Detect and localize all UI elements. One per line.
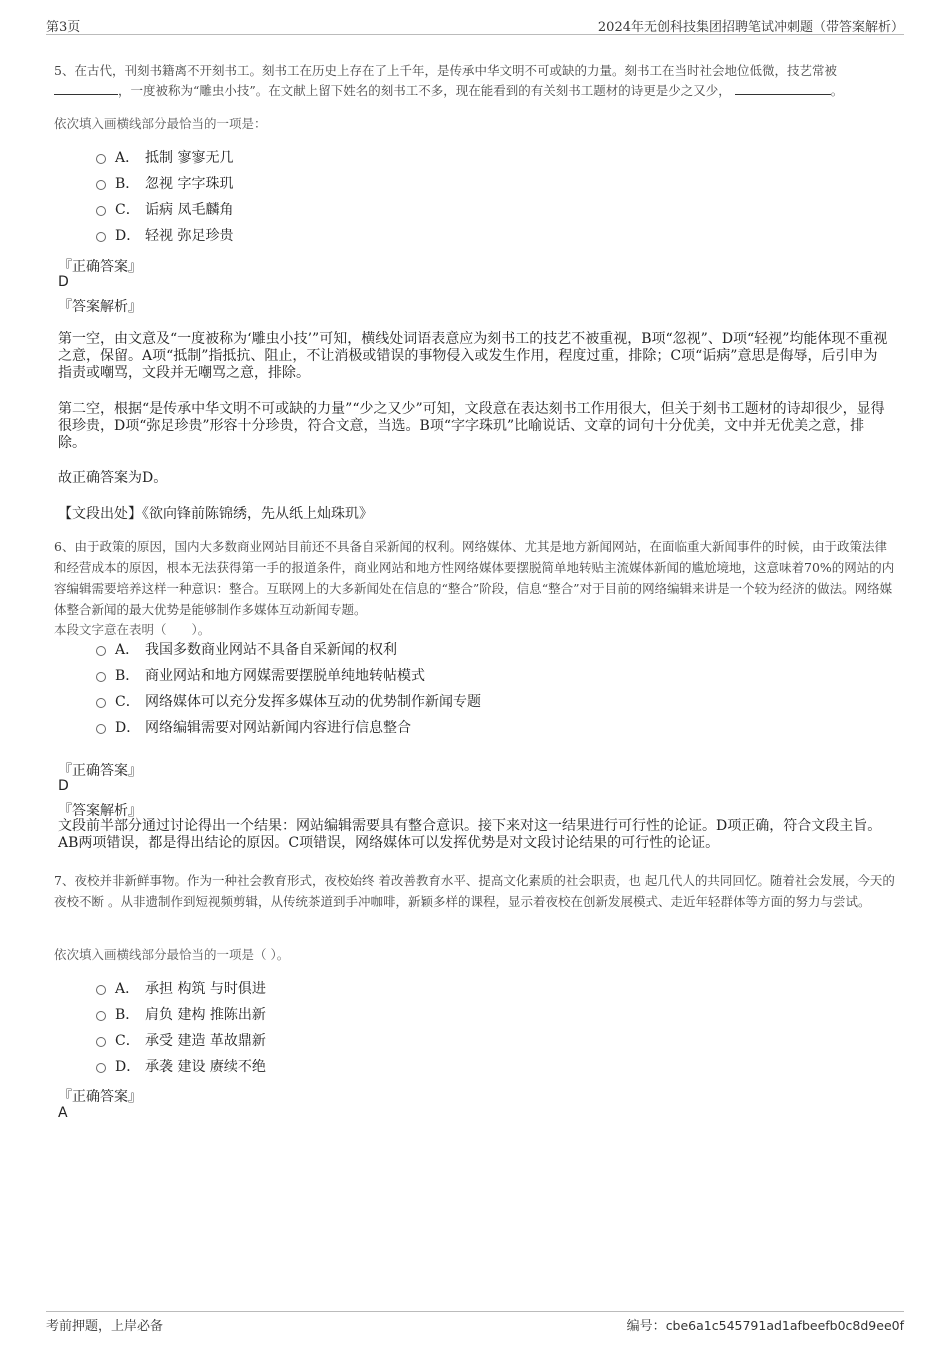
- q5-option-b[interactable]: B． 忽视 字字珠玑: [96, 174, 233, 194]
- q5-blank-1: [54, 80, 118, 95]
- q7-option-c[interactable]: C． 承受 建造 革故鼎新: [96, 1031, 266, 1051]
- radio-icon[interactable]: [96, 698, 106, 708]
- q5-analysis-label: 『答案解析』: [58, 299, 142, 315]
- radio-icon[interactable]: [96, 1063, 106, 1073]
- q5-answer-label: 『正确答案』: [58, 259, 142, 275]
- radio-icon[interactable]: [96, 724, 106, 734]
- document-title: 2024年无创科技集团招聘笔试冲刺题（带答案解析）: [597, 20, 904, 35]
- q7-instruction: 依次填入画横线部分最恰当的一项是（ ）。: [54, 947, 290, 962]
- q5-analysis-p1: 第一空，由文意及“一度被称为‘雕虫小技’”可知，横线处词语表意应为刻书工的技艺不被重视，B项“忽视”、D项“轻视”均能体现不重视之意，保留。A项“抵制”指抵抗、阻止，不让消极或错误的事物侵入或发生作用，程度过重，排除；C项“诟病”意思是侮辱，后引申为指责或嘲骂，文段并无嘲骂之意，排除。: [58, 331, 888, 381]
- q5-option-a[interactable]: A． 抵制 寥寥无几: [96, 148, 233, 168]
- q6-stem: 6、由于政策的原因，国内大多数商业网站目前还不具备自采新闻的权利。网络媒体、尤其是地方新闻网站，在面临重大新闻事件的时候，由于政策法律和经营成本的原因，根本无法获得第一手的报道条件，商业网站和地方性网络媒体要摆脱简单地转贴主流媒体新闻的尴尬境地，这意味着70%的网站的内容编辑需要培养这样一种意识：整合。互联网上的大多新闻处在信息的“整合”阶段，信息“整合”对于目前的网络编辑来讲是一个较为经济的做法。网络媒体整合新闻的最大优势是能够制作多媒体互动新闻专题。: [54, 539, 895, 617]
- document-code: [627, 1315, 904, 1334]
- radio-icon[interactable]: [96, 646, 106, 656]
- q5-option-d[interactable]: D． 轻视 弥足珍贵: [96, 226, 233, 246]
- q6-answer-label: 『正确答案』: [58, 763, 142, 779]
- q7-option-b[interactable]: B． 肩负 建构 推陈出新: [96, 1005, 266, 1025]
- radio-icon[interactable]: [96, 154, 106, 164]
- footer-slogan: 考前押题，上岸必备: [46, 1319, 164, 1334]
- q6-option-b[interactable]: B． 商业网站和地方网媒需要摆脱单纯地转帖模式: [96, 666, 425, 686]
- radio-icon[interactable]: [96, 180, 106, 190]
- radio-icon[interactable]: [96, 672, 106, 682]
- q5-analysis-p2: 第二空，根据“是传承中华文明不可或缺的力量”“少之又少”可知，文段意在表达刻书工作用很大，但关于刻书工题材的诗却很少，显得很珍贵，D项“弥足珍贵”形容十分珍贵，符合文意，当选。B项“字字珠玑”比喻说话、文章的词句十分优美，文中并无优美之意，排除。: [58, 401, 885, 451]
- radio-icon[interactable]: [96, 232, 106, 242]
- code-value: cbe6a1c545791ad1afbeefb0c8d9ee0f: [665, 1318, 904, 1333]
- page-footer: [46, 1311, 904, 1334]
- q5-option-c[interactable]: C． 诟病 凤毛麟角: [96, 200, 233, 220]
- q6-instruction: 本段文字意在表明（ ）。: [54, 622, 211, 637]
- q7-option-a[interactable]: A． 承担 构筑 与时俱进: [96, 979, 266, 999]
- q7-answer: A: [58, 1105, 68, 1121]
- radio-icon[interactable]: [96, 206, 106, 216]
- q6-option-d[interactable]: D． 网络编辑需要对网站新闻内容进行信息整合: [96, 718, 411, 738]
- q5-stem-line2-text: ，一度被称为“雕虫小技”。在文献上留下姓名的刻书工不多，现在能看到的有关刻书工题材的诗更是少之又少，: [118, 83, 731, 98]
- q5-analysis-p3: 故正确答案为D。: [58, 470, 168, 486]
- q5-blank-2: [735, 80, 831, 95]
- q7-stem: 7、夜校并非新鲜事物。作为一种社会教育形式，夜校始终 着改善教育水平、提高文化素质的社会职责，也 起几代人的共同回忆。随着社会发展，今天的夜校不断 。从非遗制作到短视频剪辑，从传统茶道到手冲咖啡，新颖多样的课程，显示着夜校在创新发展模式、走近年轻群体等方面的努力与尝试。: [54, 873, 895, 909]
- q6-option-a[interactable]: A． 我国多数商业网站不具备自采新闻的权利: [96, 640, 397, 660]
- radio-icon[interactable]: [96, 1037, 106, 1047]
- radio-icon[interactable]: [96, 1011, 106, 1021]
- q5-stem-line2: [54, 80, 894, 101]
- q6-option-c[interactable]: C． 网络媒体可以充分发挥多媒体互动的优势制作新闻专题: [96, 692, 481, 712]
- code-label: 编号：: [626, 1319, 666, 1334]
- q6-answer: D: [58, 778, 69, 794]
- q5-answer: D: [58, 274, 69, 290]
- q5-source: 【文段出处】《欲向锋前陈锦绣，先从纸上灿珠玑》: [58, 506, 373, 522]
- q5-stem-line1: 5、在古代，刊刻书籍离不开刻书工。刻书工在历史上存在了上千年，是传承中华文明不可或缺的力量。刻书工在当时社会地位低微，技艺常被: [54, 63, 837, 78]
- page-number: 第3页: [46, 20, 81, 35]
- page-header: [46, 14, 904, 35]
- q5-instruction: 依次填入画横线部分最恰当的一项是：: [54, 116, 267, 131]
- q7-option-d[interactable]: D． 承袭 建设 赓续不绝: [96, 1057, 266, 1077]
- radio-icon[interactable]: [96, 985, 106, 995]
- q5-stem-line2-end: 。: [830, 83, 844, 98]
- q6-analysis: 文段前半部分通过讨论得出一个结果：网站编辑需要具有整合意识。接下来对这一结果进行可行性的论证。D项正确，符合文段主旨。AB两项错误，都是得出结论的原因。C项错误，网络媒体可以发挥优势是对文段讨论结果的可行性的论证。: [58, 818, 882, 851]
- q7-answer-label: 『正确答案』: [58, 1089, 142, 1105]
- q6-analysis-label: 『答案解析』: [58, 803, 142, 819]
